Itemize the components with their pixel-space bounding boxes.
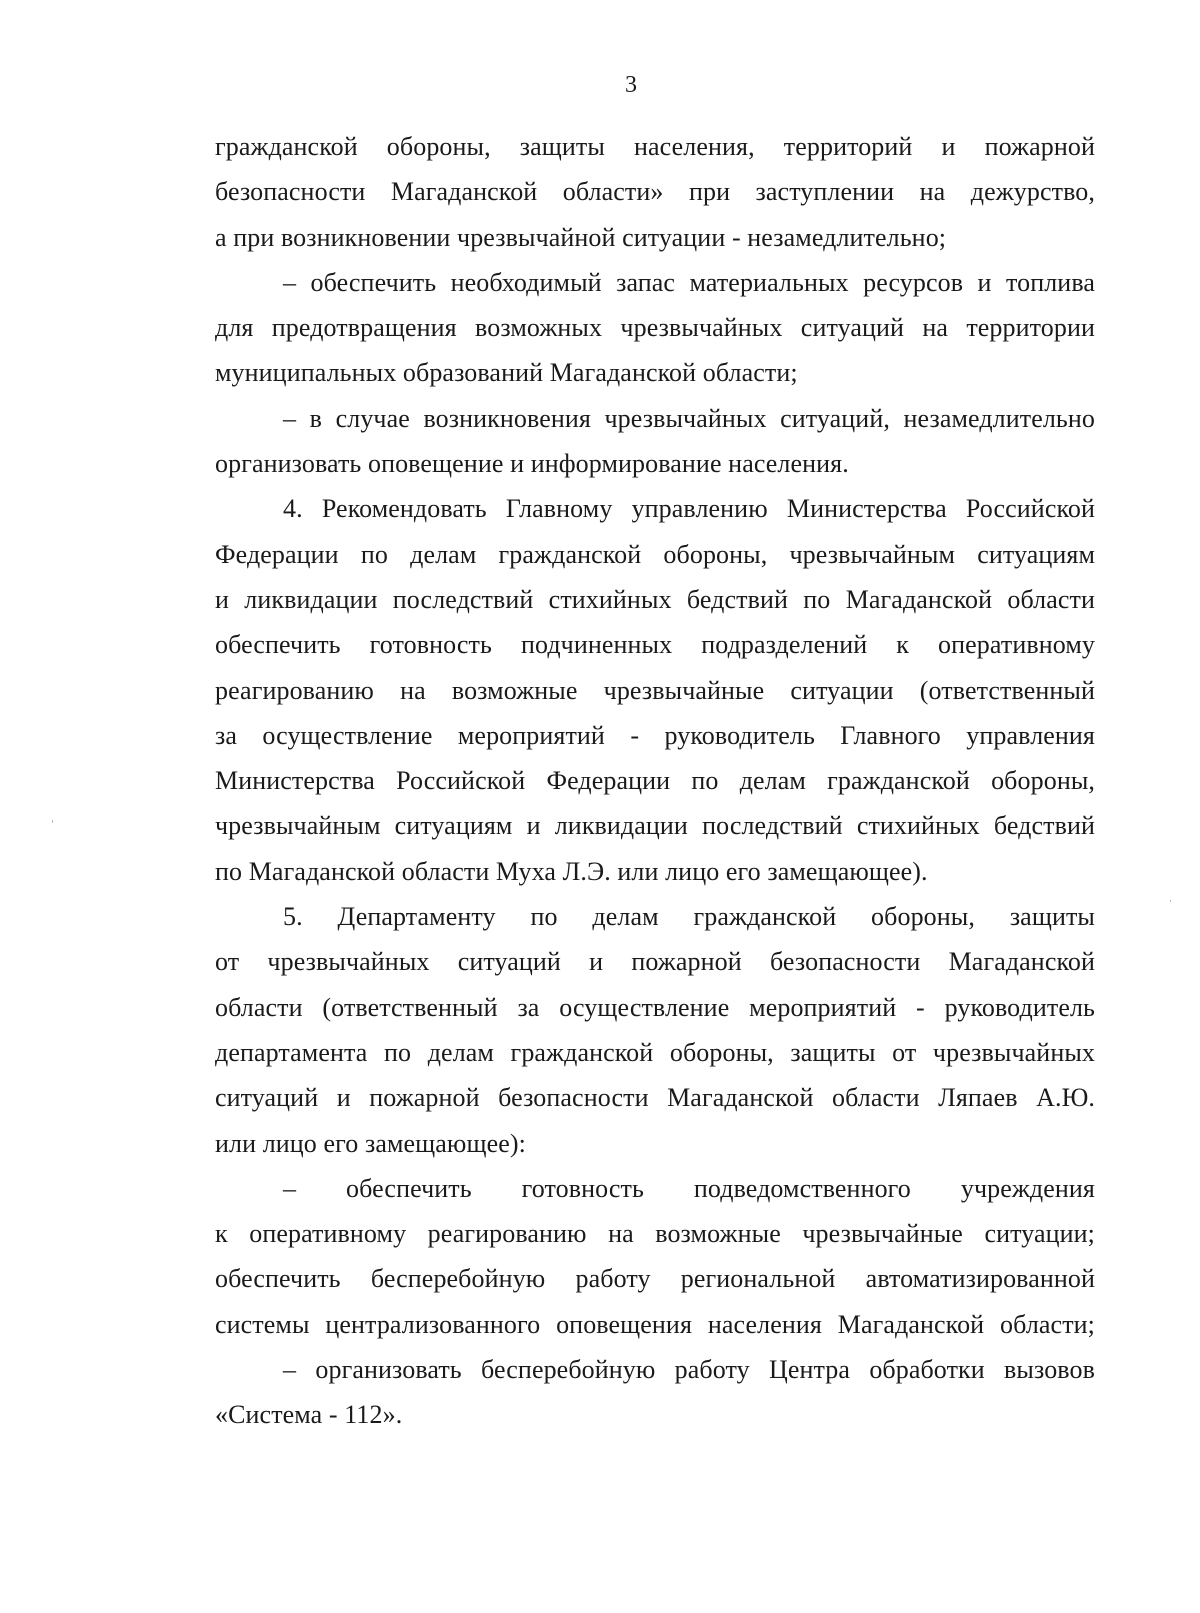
text-line: или лицо его замещающее): — [215, 1128, 526, 1158]
text-line: Федерации по делам гражданской обороны, чрезвычайным ситуациям — [215, 539, 1095, 569]
text-line: и ликвидации последствий стихийных бедствий по Магаданской области — [215, 584, 1095, 614]
text-line: обеспечить готовность подчиненных подразделений к оперативному — [215, 630, 1095, 660]
text-line: за осуществление мероприятий - руководитель Главного управления — [215, 720, 1095, 750]
text-line: реагированию на возможные чрезвычайные ситуации (ответственный — [215, 675, 1095, 705]
text-line: организовать оповещение и информирование населения. — [215, 449, 849, 479]
text-line: «Система - 112». — [215, 1400, 403, 1430]
text-line: для предотвращения возможных чрезвычайных ситуаций на территории — [215, 313, 1095, 343]
text-line: – в случае возникновения чрезвычайных ситуаций, незамедлительно — [283, 403, 1095, 433]
text-line: системы централизованного оповещения населения Магаданской области; — [215, 1309, 1095, 1339]
text-line: Министерства Российской Федерации по делам гражданской обороны, — [215, 766, 1095, 796]
text-line: безопасности Магаданской области» при заступлении на дежурство, — [215, 177, 1095, 207]
text-line: департамента по делам гражданской обороны, защиты от чрезвычайных — [215, 1037, 1095, 1067]
text-line: к оперативному реагированию на возможные чрезвычайные ситуации; — [215, 1219, 1095, 1249]
text-line: обеспечить бесперебойную работу региональной автоматизированной — [215, 1264, 1095, 1294]
text-line: а при возникновении чрезвычайной ситуации - незамедлительно; — [215, 222, 947, 252]
scan-speck — [52, 820, 53, 823]
text-line: от чрезвычайных ситуаций и пожарной безопасности Магаданской — [215, 947, 1095, 977]
page-number: 3 — [625, 72, 637, 98]
body-text — [215, 124, 1095, 1438]
text-line: ситуаций и пожарной безопасности Магаданской области Ляпаев А.Ю. — [215, 1083, 1095, 1113]
text-line: – обеспечить необходимый запас материальных ресурсов и топлива — [283, 267, 1095, 297]
scan-speck — [1170, 900, 1171, 902]
text-line: гражданской обороны, защиты населения, территорий и пожарной — [215, 132, 1095, 161]
text-line: 5. Департаменту по делам гражданской обороны, защиты — [283, 902, 1095, 932]
text-line: 4. Рекомендовать Главному управлению Министерства Российской — [283, 494, 1095, 524]
text-line: – обеспечить готовность подведомственного учреждения — [283, 1173, 1095, 1203]
text-line: по Магаданской области Муха Л.Э. или лицо его замещающее). — [215, 856, 928, 886]
text-line: муниципальных образований Магаданской области; — [215, 358, 798, 388]
text-line: области (ответственный за осуществление мероприятий - руководитель — [215, 992, 1095, 1022]
text-line: чрезвычайным ситуациям и ликвидации последствий стихийных бедствий — [215, 811, 1095, 841]
text-line: – организовать бесперебойную работу Центра обработки вызовов — [283, 1355, 1095, 1385]
